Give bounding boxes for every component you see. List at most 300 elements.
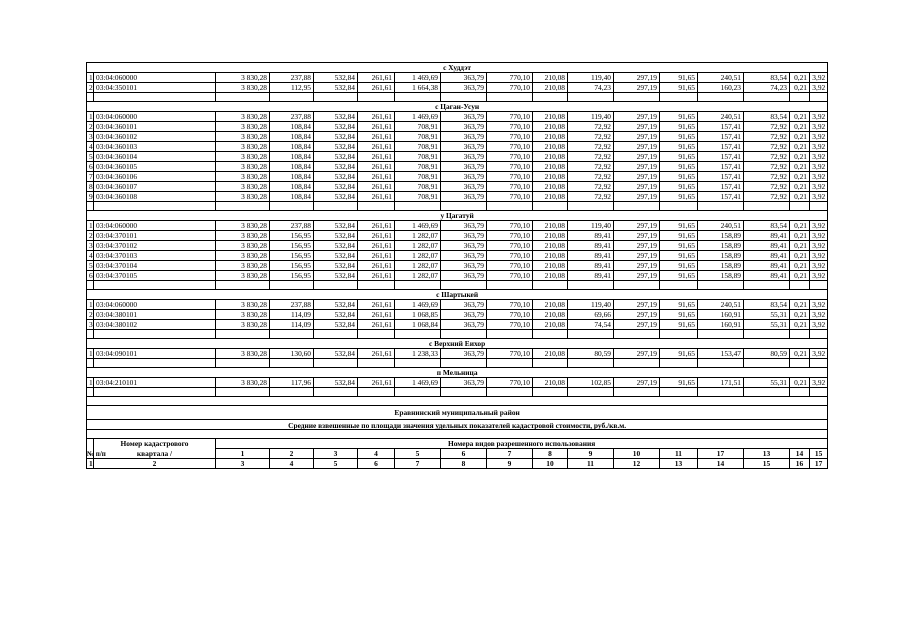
value-cell: 297,19: [614, 112, 660, 122]
value-cell: 91,65: [660, 221, 698, 231]
value-cell: 72,92: [744, 122, 790, 132]
value-cell: 210,08: [533, 251, 568, 261]
empty-cell: [790, 202, 810, 211]
value-cell: 156,95: [270, 271, 314, 281]
empty-cell: [744, 330, 790, 339]
value-cell: 770,10: [487, 162, 533, 172]
value-cell: 363,79: [441, 152, 487, 162]
empty-cell: [395, 93, 441, 102]
empty-cell: [614, 281, 660, 290]
column-number-cell: 2: [94, 459, 216, 469]
value-cell: 3,92: [810, 182, 828, 192]
value-cell: 91,65: [660, 300, 698, 310]
column-number-cell: 4: [270, 459, 314, 469]
value-cell: 0,21: [790, 132, 810, 142]
value-cell: 708,91: [395, 162, 441, 172]
value-cell: 363,79: [441, 241, 487, 251]
empty-cell: [614, 202, 660, 211]
empty-cell: [810, 330, 828, 339]
value-cell: 3 830,28: [216, 132, 270, 142]
value-cell: 297,19: [614, 320, 660, 330]
value-cell: 532,84: [314, 112, 358, 122]
cadastral-number-cell: 03:04:360108: [94, 192, 216, 202]
empty-cell: [790, 388, 810, 397]
value-cell: 240,51: [698, 73, 744, 83]
table-row: [87, 349, 828, 359]
value-cell: 72,92: [744, 162, 790, 172]
value-cell: 156,95: [270, 231, 314, 241]
value-cell: 3 830,28: [216, 142, 270, 152]
column-number-cell: 9: [487, 459, 533, 469]
value-cell: 72,92: [568, 132, 614, 142]
section-title: с Шартыкей: [87, 290, 828, 300]
value-cell: 89,41: [568, 231, 614, 241]
cadastral-header-line1: Номер кадастрового: [120, 439, 189, 448]
empty-cell: [810, 388, 828, 397]
empty-cell: [270, 281, 314, 290]
value-cell: 532,84: [314, 251, 358, 261]
value-cell: 210,08: [533, 320, 568, 330]
empty-cell: [94, 93, 216, 102]
value-cell: 532,84: [314, 182, 358, 192]
column-number-cell: 14: [698, 459, 744, 469]
spacer-row: [87, 430, 828, 439]
value-cell: 708,91: [395, 182, 441, 192]
value-cell: 3 830,28: [216, 192, 270, 202]
empty-cell: [790, 281, 810, 290]
value-cell: 91,65: [660, 182, 698, 192]
empty-cell: [87, 93, 94, 102]
value-cell: 89,41: [744, 261, 790, 271]
value-cell: 261,61: [358, 132, 395, 142]
empty-cell: [87, 281, 94, 290]
empty-cell: [810, 281, 828, 290]
spacer-row: [87, 202, 828, 211]
value-cell: 108,84: [270, 182, 314, 192]
empty-cell: [395, 281, 441, 290]
empty-cell: [614, 330, 660, 339]
value-cell: 532,84: [314, 122, 358, 132]
value-cell: 770,10: [487, 172, 533, 182]
value-cell: 210,08: [533, 378, 568, 388]
value-cell: 91,65: [660, 231, 698, 241]
value-cell: 261,61: [358, 112, 395, 122]
value-cell: 532,84: [314, 152, 358, 162]
value-cell: 210,08: [533, 221, 568, 231]
table-row: [87, 73, 828, 83]
value-cell: 363,79: [441, 112, 487, 122]
value-cell: 297,19: [614, 83, 660, 93]
empty-cell: [395, 388, 441, 397]
value-cell: 210,08: [533, 152, 568, 162]
value-cell: 261,61: [358, 320, 395, 330]
value-cell: 119,40: [568, 112, 614, 122]
value-cell: 363,79: [441, 192, 487, 202]
value-cell: 130,60: [270, 349, 314, 359]
empty-cell: [216, 202, 270, 211]
value-cell: 108,84: [270, 172, 314, 182]
value-cell: 210,08: [533, 349, 568, 359]
value-cell: 363,79: [441, 271, 487, 281]
value-cell: 363,79: [441, 349, 487, 359]
value-cell: 72,92: [568, 192, 614, 202]
value-cell: 0,21: [790, 112, 810, 122]
value-cell: 3 830,28: [216, 300, 270, 310]
cadastral-number-cell: 03:04:370105: [94, 271, 216, 281]
value-cell: 72,92: [568, 152, 614, 162]
value-cell: 83,54: [744, 73, 790, 83]
value-cell: 770,10: [487, 241, 533, 251]
value-cell: 91,65: [660, 162, 698, 172]
value-cell: 532,84: [314, 142, 358, 152]
use-number-cell: 5: [395, 449, 441, 459]
value-cell: 0,21: [790, 310, 810, 320]
value-cell: 1 469,69: [395, 112, 441, 122]
empty-cell: [358, 388, 395, 397]
value-cell: 237,88: [270, 221, 314, 231]
value-cell: 74,23: [744, 83, 790, 93]
column-number-cell: 6: [358, 459, 395, 469]
empty-cell: [87, 430, 828, 439]
empty-cell: [358, 202, 395, 211]
use-number-cell: 1: [216, 449, 270, 459]
value-cell: 210,08: [533, 112, 568, 122]
value-cell: 770,10: [487, 192, 533, 202]
value-cell: 1 469,69: [395, 378, 441, 388]
value-cell: 363,79: [441, 310, 487, 320]
row-number-cell: 1: [87, 378, 94, 388]
table-row: [87, 112, 828, 122]
section-title-row: [87, 211, 828, 221]
row-number-cell: 1: [87, 300, 94, 310]
value-cell: 3 830,28: [216, 251, 270, 261]
row-number-cell: 2: [87, 122, 94, 132]
empty-cell: [441, 359, 487, 368]
cadastral-number-cell: 03:04:060000: [94, 221, 216, 231]
row-number-cell: 2: [87, 310, 94, 320]
table-row: [87, 142, 828, 152]
value-cell: 55,31: [744, 378, 790, 388]
value-cell: 156,95: [270, 261, 314, 271]
value-cell: 261,61: [358, 241, 395, 251]
empty-cell: [744, 202, 790, 211]
value-cell: 1 282,07: [395, 241, 441, 251]
value-cell: 0,21: [790, 192, 810, 202]
column-number-cell: 5: [314, 459, 358, 469]
value-cell: 261,61: [358, 231, 395, 241]
value-cell: 157,41: [698, 142, 744, 152]
value-cell: 91,65: [660, 310, 698, 320]
value-cell: 160,91: [698, 320, 744, 330]
value-cell: 91,65: [660, 241, 698, 251]
empty-cell: [744, 359, 790, 368]
use-number-cell: 3: [314, 449, 358, 459]
value-cell: 363,79: [441, 261, 487, 271]
value-cell: 1 068,85: [395, 310, 441, 320]
use-number-cell: 10: [614, 449, 660, 459]
value-cell: 157,41: [698, 122, 744, 132]
table-row: [87, 132, 828, 142]
row-number-cell: 6: [87, 162, 94, 172]
value-cell: 261,61: [358, 349, 395, 359]
value-cell: 297,19: [614, 231, 660, 241]
value-cell: 72,92: [744, 182, 790, 192]
value-cell: 91,65: [660, 192, 698, 202]
empty-cell: [441, 202, 487, 211]
row-number-cell: 3: [87, 320, 94, 330]
value-cell: 102,85: [568, 378, 614, 388]
empty-cell: [395, 330, 441, 339]
value-cell: 3 830,28: [216, 241, 270, 251]
value-cell: 210,08: [533, 142, 568, 152]
empty-cell: [568, 93, 614, 102]
spacer-row: [87, 397, 828, 406]
value-cell: 297,19: [614, 349, 660, 359]
cadastral-number-cell: 03:04:350101: [94, 83, 216, 93]
value-cell: 72,92: [744, 152, 790, 162]
value-cell: 210,08: [533, 271, 568, 281]
empty-cell: [698, 388, 744, 397]
value-cell: 297,19: [614, 162, 660, 172]
value-cell: 210,08: [533, 172, 568, 182]
value-cell: 89,41: [744, 251, 790, 261]
column-number-cell: 15: [744, 459, 790, 469]
empty-cell: [533, 281, 568, 290]
value-cell: 0,21: [790, 142, 810, 152]
column-number-cell: 10: [533, 459, 568, 469]
value-cell: 0,21: [790, 300, 810, 310]
row-number-cell: 5: [87, 261, 94, 271]
cadastral-number-cell: 03:04:360103: [94, 142, 216, 152]
spacer-row: [87, 281, 828, 290]
value-cell: 1 469,69: [395, 73, 441, 83]
value-cell: 0,21: [790, 122, 810, 132]
value-cell: 237,88: [270, 112, 314, 122]
value-cell: 74,23: [568, 83, 614, 93]
value-cell: 261,61: [358, 182, 395, 192]
empty-cell: [790, 359, 810, 368]
value-cell: 532,84: [314, 132, 358, 142]
value-cell: 3,92: [810, 261, 828, 271]
district-title-row: [87, 406, 828, 420]
cadastral-number-cell: 03:04:360101: [94, 122, 216, 132]
column-number-cell: 3: [216, 459, 270, 469]
row-number-cell: 4: [87, 142, 94, 152]
value-cell: 297,19: [614, 378, 660, 388]
value-cell: 3 830,28: [216, 83, 270, 93]
value-cell: 3 830,28: [216, 221, 270, 231]
value-cell: 297,19: [614, 261, 660, 271]
value-cell: 0,21: [790, 152, 810, 162]
column-number-cell: 8: [441, 459, 487, 469]
empty-cell: [533, 388, 568, 397]
empty-cell: [660, 202, 698, 211]
value-cell: 72,92: [744, 132, 790, 142]
spacer-row: [87, 93, 828, 102]
empty-cell: [94, 388, 216, 397]
empty-cell: [744, 93, 790, 102]
value-cell: 156,95: [270, 241, 314, 251]
value-cell: 3,92: [810, 152, 828, 162]
value-cell: 117,96: [270, 378, 314, 388]
value-cell: 261,61: [358, 261, 395, 271]
value-cell: 3,92: [810, 251, 828, 261]
value-cell: 532,84: [314, 349, 358, 359]
empty-cell: [314, 93, 358, 102]
empty-cell: [744, 388, 790, 397]
value-cell: 210,08: [533, 122, 568, 132]
cadastral-value-sheet: [86, 62, 827, 469]
value-cell: 770,10: [487, 300, 533, 310]
value-cell: 119,40: [568, 73, 614, 83]
value-cell: 80,59: [744, 349, 790, 359]
empty-cell: [87, 202, 94, 211]
value-cell: 158,89: [698, 231, 744, 241]
value-cell: 770,10: [487, 231, 533, 241]
value-cell: 74,54: [568, 320, 614, 330]
empty-cell: [94, 330, 216, 339]
value-cell: 91,65: [660, 142, 698, 152]
section-title: у Цагатуй: [87, 211, 828, 221]
value-cell: 108,84: [270, 122, 314, 132]
cadastral-number-cell: 03:04:360102: [94, 132, 216, 142]
value-cell: 3,92: [810, 310, 828, 320]
value-cell: 158,89: [698, 241, 744, 251]
value-cell: 91,65: [660, 271, 698, 281]
value-cell: 1 282,07: [395, 271, 441, 281]
cadastral-number-cell: 03:04:370101: [94, 231, 216, 241]
empty-cell: [395, 359, 441, 368]
value-cell: 261,61: [358, 122, 395, 132]
value-cell: 91,65: [660, 132, 698, 142]
value-cell: 532,84: [314, 310, 358, 320]
value-cell: 240,51: [698, 221, 744, 231]
value-cell: 3,92: [810, 300, 828, 310]
value-cell: 108,84: [270, 162, 314, 172]
section-title-row: [87, 290, 828, 300]
value-cell: 261,61: [358, 221, 395, 231]
table-row: [87, 221, 828, 231]
empty-cell: [270, 93, 314, 102]
value-cell: 363,79: [441, 73, 487, 83]
table-row: [87, 300, 828, 310]
value-cell: 83,54: [744, 221, 790, 231]
value-cell: 240,51: [698, 300, 744, 310]
use-number-cell: 2: [270, 449, 314, 459]
value-cell: 297,19: [614, 192, 660, 202]
empty-cell: [270, 388, 314, 397]
empty-cell: [810, 202, 828, 211]
table-row: [87, 231, 828, 241]
empty-cell: [487, 202, 533, 211]
value-cell: 210,08: [533, 231, 568, 241]
empty-cell: [216, 388, 270, 397]
value-cell: 708,91: [395, 132, 441, 142]
empty-cell: [698, 359, 744, 368]
value-cell: 91,65: [660, 172, 698, 182]
cadastral-number-cell: 03:04:060000: [94, 112, 216, 122]
value-cell: 3,92: [810, 271, 828, 281]
empty-cell: [568, 281, 614, 290]
value-cell: 89,41: [568, 261, 614, 271]
value-cell: 3,92: [810, 172, 828, 182]
value-cell: 91,65: [660, 251, 698, 261]
value-cell: 72,92: [744, 172, 790, 182]
row-number-cell: 8: [87, 182, 94, 192]
caption-row: [87, 420, 828, 430]
value-cell: 1 282,07: [395, 261, 441, 271]
value-cell: 210,08: [533, 73, 568, 83]
value-cell: 1 469,69: [395, 300, 441, 310]
value-cell: 1 469,69: [395, 221, 441, 231]
value-cell: 770,10: [487, 112, 533, 122]
value-cell: 261,61: [358, 310, 395, 320]
empty-cell: [94, 281, 216, 290]
value-cell: 770,10: [487, 152, 533, 162]
section-title: с Худдэт: [87, 63, 828, 73]
value-cell: 0,21: [790, 83, 810, 93]
value-cell: 72,92: [568, 182, 614, 192]
value-cell: 363,79: [441, 142, 487, 152]
empty-cell: [698, 281, 744, 290]
cadastral-table: [86, 62, 828, 469]
value-cell: 770,10: [487, 310, 533, 320]
value-cell: 157,41: [698, 132, 744, 142]
value-cell: 770,10: [487, 142, 533, 152]
value-cell: 363,79: [441, 162, 487, 172]
empty-cell: [533, 359, 568, 368]
empty-cell: [810, 93, 828, 102]
cadastral-number-cell: 03:04:360106: [94, 172, 216, 182]
value-cell: 72,92: [568, 122, 614, 132]
empty-cell: [314, 202, 358, 211]
row-number-cell: 7: [87, 172, 94, 182]
cadastral-number-cell: 03:04:060000: [94, 73, 216, 83]
empty-cell: [660, 388, 698, 397]
cadastral-number-cell: 03:04:360104: [94, 152, 216, 162]
section-title-row: [87, 368, 828, 378]
row-number-cell: 1: [87, 73, 94, 83]
value-cell: 55,31: [744, 310, 790, 320]
value-cell: 297,19: [614, 172, 660, 182]
value-cell: 3,92: [810, 192, 828, 202]
value-cell: 363,79: [441, 83, 487, 93]
value-cell: 91,65: [660, 261, 698, 271]
empty-cell: [660, 281, 698, 290]
empty-cell: [568, 202, 614, 211]
value-cell: 3,92: [810, 378, 828, 388]
value-cell: 363,79: [441, 122, 487, 132]
row-number-cell: 9: [87, 192, 94, 202]
value-cell: 261,61: [358, 83, 395, 93]
value-cell: 297,19: [614, 310, 660, 320]
value-cell: 157,41: [698, 162, 744, 172]
value-cell: 770,10: [487, 271, 533, 281]
value-cell: 158,89: [698, 271, 744, 281]
row-number-cell: 4: [87, 251, 94, 261]
empty-cell: [87, 359, 94, 368]
value-cell: 532,84: [314, 83, 358, 93]
value-cell: 114,09: [270, 310, 314, 320]
value-cell: 160,23: [698, 83, 744, 93]
empty-cell: [810, 359, 828, 368]
value-cell: 3,92: [810, 122, 828, 132]
use-number-cell: 13: [744, 449, 790, 459]
use-number-cell: 4: [358, 449, 395, 459]
section-title: с Цаган-Усун: [87, 102, 828, 112]
value-cell: 72,92: [568, 162, 614, 172]
value-cell: 89,41: [744, 241, 790, 251]
